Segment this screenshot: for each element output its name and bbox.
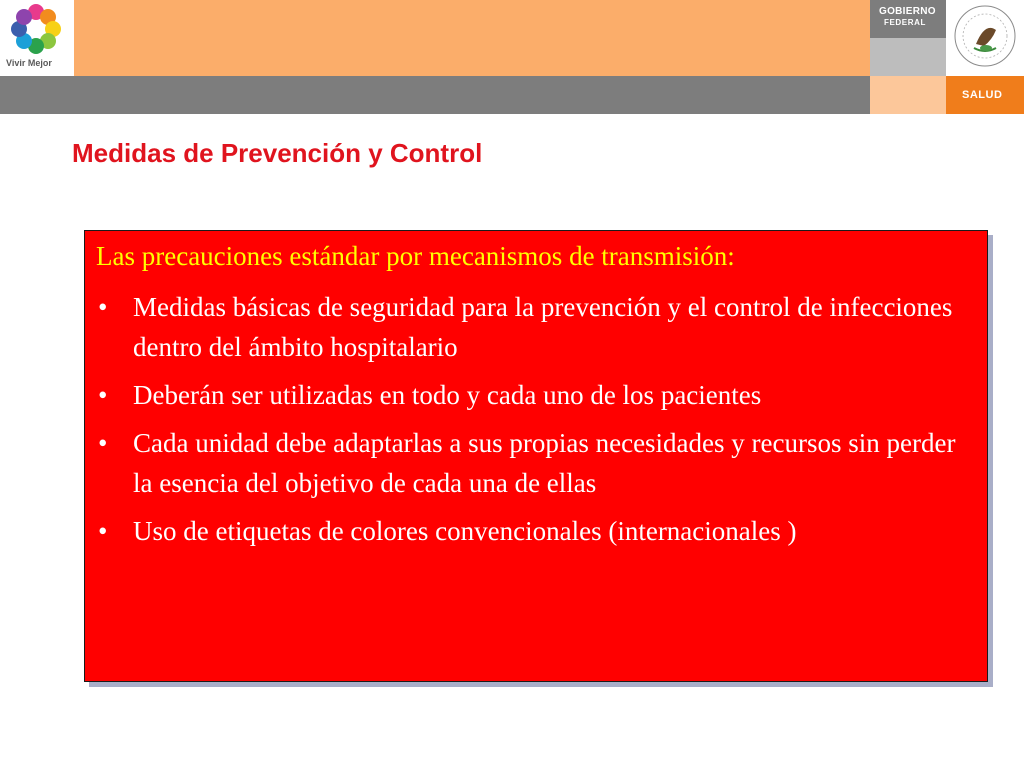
bullet-dot: •: [98, 380, 108, 410]
content-box: [84, 230, 988, 682]
header-orange-band: [74, 0, 870, 76]
bullet-dot: •: [98, 292, 108, 322]
bullet-dot: •: [98, 428, 108, 458]
header-gray-light-block: [870, 38, 946, 76]
header-peach-block: [870, 76, 946, 114]
bullet-item: [96, 375, 976, 415]
bullet-text: Cada unidad debe adaptarlas a sus propias necesidades y recursos sin perder la esencia del objetivo de cada una de ellas: [133, 428, 956, 498]
vivir-mejor-label: Vivir Mejor: [6, 58, 52, 68]
header-gray-band: [0, 76, 870, 114]
bullet-list: [96, 287, 976, 559]
mexico-coat-of-arms-icon: [946, 0, 1024, 76]
bullet-dot: •: [98, 516, 108, 546]
bullet-text: Deberán ser utilizadas en todo y cada uno de los pacientes: [133, 380, 762, 410]
flower-logo-icon: [0, 0, 74, 58]
slide-title: Medidas de Prevención y Control: [72, 138, 483, 168]
bullet-text: Uso de etiquetas de colores convencionales (internacionales ): [133, 516, 797, 546]
salud-label: SALUD: [962, 89, 1003, 101]
salud-badge: [946, 76, 1024, 114]
bullet-item: [96, 511, 976, 551]
mexico-seal: [946, 0, 1024, 76]
bullet-text: Medidas básicas de seguridad para la prevención y el control de infecciones dentro del ámbito hospitalario: [133, 292, 953, 362]
bullet-item: [96, 287, 976, 367]
gobierno-federal-badge: [870, 0, 946, 38]
intro-text: Las precauciones estándar por mecanismos de transmisión:: [96, 241, 735, 271]
gobierno-label: GOBIERNO: [879, 6, 936, 17]
vivir-mejor-logo: [0, 0, 74, 76]
bullet-item: [96, 423, 976, 503]
federal-label: FEDERAL: [884, 18, 926, 27]
